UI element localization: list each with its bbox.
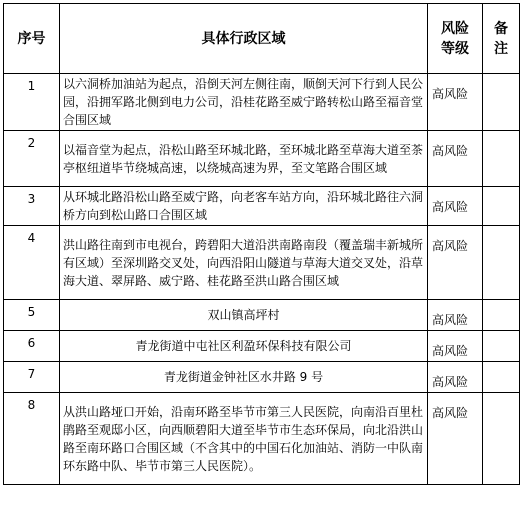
table-row [4,74,520,131]
header-risk-line1: 风险 [441,20,469,37]
row-area: 以福音堂为起点，沿松山路至环城北路，至环城北路至草海大道至茶亭枢纽道毕节绕城高速，以绕城高速为界，至文笔路合围区域 [60,131,428,187]
header-risk-level [428,4,483,74]
row-risk: 高风险 [428,131,483,187]
row-area: 从环城北路沿松山路至威宁路，向老客车站方向，沿环城北路往六洞桥方向到松山路口合围区域 [60,187,428,226]
row-number: 8 [4,393,60,485]
row-note [483,131,520,187]
table-header-row [4,4,520,74]
row-note [483,187,520,226]
row-area: 以六洞桥加油站为起点，沿倒天河左侧往南，顺倒天河下行到人民公园，沿拥军路北侧到电力公司，沿桂花路至威宁路转松山路至福音堂合围区域 [60,74,428,131]
row-note [483,226,520,300]
row-note [483,362,520,393]
row-risk: 高风险 [428,362,483,393]
row-note [483,331,520,362]
row-area: 青龙街道中屯社区利盈环保科技有限公司 [60,331,428,362]
row-number: 4 [4,226,60,300]
table-row [4,131,520,187]
row-risk: 高风险 [428,393,483,485]
row-area: 洪山路往南到市电视台，跨碧阳大道沿洪南路南段（覆盖瑞丰新城所有区域）至深圳路交叉处，向西沿阳山隧道与草海大道交叉处，沿草海大道、翠屏路、威宁路、桂花路至洪山路合围区域 [60,226,428,300]
row-area: 从洪山路垭口开始，沿南环路至毕节市第三人民医院，向南沿百里杜鹃路至观邸小区，向西顺碧阳大道至毕节市生态环保局，向北沿洪山路至南环路口合围区域（不含其中的中国石化加油站、消防一中队南环东路中队、毕节市第三人民医院）。 [60,393,428,485]
table-row [4,226,520,300]
header-risk-line2: 等级 [441,40,469,57]
row-number: 5 [4,300,60,331]
header-note-line1: 备 [494,20,508,37]
row-area: 双山镇高坪村 [60,300,428,331]
table-row [4,393,520,485]
header-area: 具体行政区域 [60,4,428,74]
header-number: 序号 [4,4,60,74]
risk-area-table [3,3,520,485]
table-row [4,331,520,362]
table-row [4,362,520,393]
row-note [483,74,520,131]
row-note [483,300,520,331]
row-risk: 高风险 [428,331,483,362]
row-number: 1 [4,74,60,131]
table-row [4,187,520,226]
row-risk: 高风险 [428,300,483,331]
row-number: 2 [4,131,60,187]
row-risk: 高风险 [428,187,483,226]
row-number: 7 [4,362,60,393]
row-risk: 高风险 [428,226,483,300]
table-row [4,300,520,331]
row-risk: 高风险 [428,74,483,131]
header-note-line2: 注 [494,40,508,57]
row-area: 青龙街道金钟社区水井路 9 号 [60,362,428,393]
row-number: 3 [4,187,60,226]
row-note [483,393,520,485]
row-number: 6 [4,331,60,362]
risk-area-table-container [3,3,519,485]
header-note [483,4,520,74]
